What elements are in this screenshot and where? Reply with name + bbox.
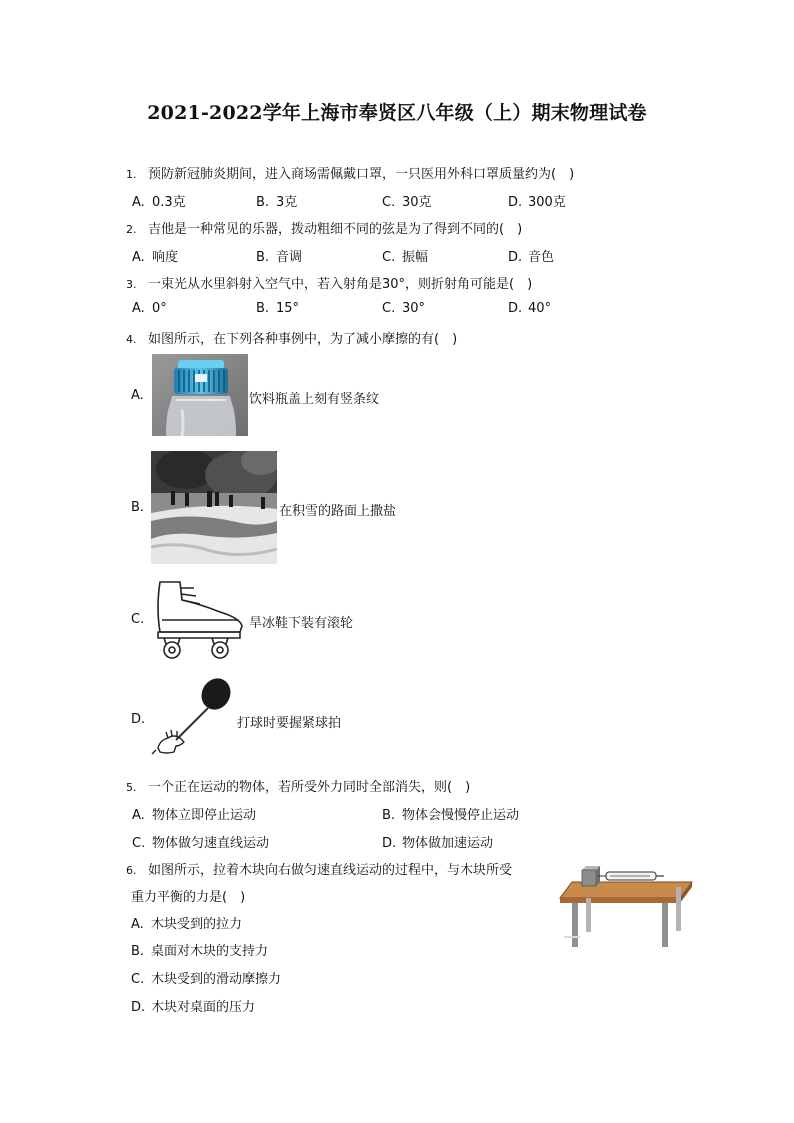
- q4-option-d-letter: D.: [131, 712, 146, 727]
- question-text: 吉他是一种常见的乐器，拨动粗细不同的弦是为了得到不同的( ): [148, 222, 523, 237]
- question-2: [126, 218, 522, 237]
- q2-option-c: C. 振幅: [382, 250, 429, 265]
- question-6-line-2: 重力平衡的力是( ): [131, 890, 246, 905]
- badminton-racket-drawing: [150, 676, 236, 756]
- q4-option-c-letter: C.: [131, 612, 145, 627]
- question-1: [126, 163, 574, 182]
- question-number: 2.: [126, 223, 137, 236]
- question-6: [126, 859, 512, 878]
- question-4: [126, 328, 457, 347]
- q4-option-b-letter: B.: [131, 500, 145, 515]
- question-text: 一个正在运动的物体，若所受外力同时全部消失，则( ): [148, 780, 471, 795]
- q3-option-d: D. 40°: [508, 301, 552, 316]
- q6-option-d: D. 木块对桌面的压力: [131, 1000, 256, 1015]
- q1-option-d: D. 300克: [508, 195, 566, 210]
- bottle-cap-photo: [152, 354, 248, 436]
- q5-option-c: C. 物体做匀速直线运动: [132, 836, 270, 851]
- q6-option-b: B. 桌面对木块的支持力: [131, 944, 269, 959]
- question-number: 5.: [126, 781, 137, 794]
- q5-option-a: A. 物体立即停止运动: [132, 808, 257, 823]
- q6-option-c: C. 木块受到的滑动摩擦力: [131, 972, 282, 987]
- q1-option-b: B. 3克: [256, 195, 298, 210]
- q4-option-a-caption: 饮料瓶盖上刻有竖条纹: [249, 392, 380, 407]
- q5-option-b: B. 物体会慢慢停止运动: [382, 808, 520, 823]
- roller-skate-drawing: [150, 578, 246, 664]
- q3-option-a: A. 0°: [132, 301, 167, 316]
- q3-option-c: C. 30°: [382, 301, 426, 316]
- question-text: 一束光从水里斜射入空气中，若入射角是30°，则折射角可能是( ): [148, 277, 533, 292]
- q2-option-a: A. 响度: [132, 250, 179, 265]
- question-text-line-1: 如图所示，拉着木块向右做匀速直线运动的过程中，与木块所受: [148, 863, 513, 878]
- q5-option-d: D. 物体做加速运动: [382, 836, 494, 851]
- q6-option-a: A. 木块受到的拉力: [131, 917, 243, 932]
- question-text: 如图所示，在下列各种事例中，为了减小摩擦的有( ): [148, 332, 458, 347]
- question-number: 4.: [126, 333, 137, 346]
- q2-option-b: B. 音调: [256, 250, 303, 265]
- question-5: [126, 776, 470, 795]
- q4-option-a-letter: A.: [131, 388, 144, 403]
- q4-option-c-caption: 旱冰鞋下装有滚轮: [249, 616, 354, 631]
- question-number: 1.: [126, 168, 137, 181]
- q1-option-c: C. 30克: [382, 195, 432, 210]
- exam-title: 2021-2022学年上海市奉贤区八年级（上）期末物理试卷: [147, 102, 647, 124]
- q3-option-b: B. 15°: [256, 301, 300, 316]
- block-on-table-drawing: [558, 862, 694, 950]
- question-number: 6.: [126, 864, 137, 877]
- question-number: 3.: [126, 278, 137, 291]
- q2-option-d: D. 音色: [508, 250, 555, 265]
- question-text: 预防新冠肺炎期间，进入商场需佩戴口罩，一只医用外科口罩质量约为( ): [148, 167, 575, 182]
- q1-option-a: A. 0.3克: [132, 195, 186, 210]
- q4-option-d-caption: 打球时要握紧球拍: [237, 716, 342, 731]
- snow-road-photo: [151, 451, 277, 564]
- question-3: [126, 273, 532, 292]
- q4-option-b-caption: 在积雪的路面上撒盐: [279, 504, 397, 519]
